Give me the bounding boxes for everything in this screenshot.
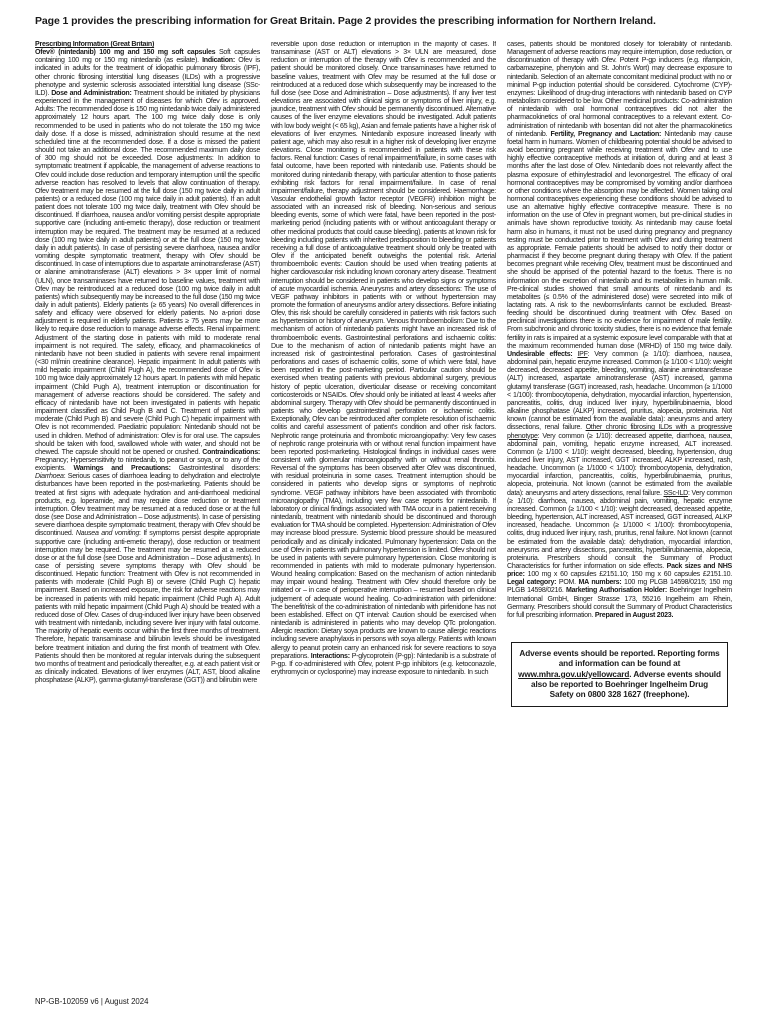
document-code: NP-GB-102059 v6 | August 2024 <box>35 997 149 1006</box>
contraindications-label: Contraindications: <box>202 448 260 456</box>
column-2 <box>271 41 496 995</box>
page-notice: Page 1 provides the prescribing information for Great Britain. Page 2 provides the prescribing information for Northern Ireland. <box>35 15 656 27</box>
section-heading: Prescribing Information (Great Britain) <box>35 41 155 48</box>
product-name: Ofev® (nintedanib) 100 mg and 150 mg soft capsules <box>35 49 216 57</box>
ofild-label: Other chronic fibrosing ILDs with a progressive phenotype <box>507 424 732 440</box>
adverse-events-text: Adverse events should be reported. Reporting forms and information can be found at <box>519 649 720 669</box>
adverse-events-box <box>511 642 728 707</box>
warnings-text-continued: reversible upon dose reduction or interruption in the majority of cases. If transaminase (AST or ALT) elevations > 3× ULN are measured, dose reduction or interruption of the therapy with Ofev is recommended and the patient should be monitored closely. Once transaminases have returned to baseline values, treatment with Ofev may be resumed at the full dose or reintroduced at a reduced dose which subsequently may be increased to the full dose (see Dose and Administration – Dose adjustments). If any liver test elevations are associated with clinical signs or symptoms of liver injury, e.g. jaundice, treatment with Ofev should be permanently discontinued. Alternative causes of the liver enzyme elevations should be investigated. Adult patients with low body weight (< 65 kg), Asian and female patients have a higher risk of elevations of liver enzymes. Nintedanib exposure increased linearly with patient age, which may also result in a higher risk of developing liver enzyme elevations. Close monitoring is recommended in patients with these risk factors. Renal function: Cases of renal impairment/failure, in some cases with fatal outcome, have been reported with nintedanib use. Patients should be monitored during nintedanib therapy, with particular attention to those patients exhibiting risk factors for renal impairment/failure. In case of renal impairment/failure, therapy adjustment should be considered. Haemorrhage: Vascular endothelial growth factor receptor (VEGFR) inhibition might be associated with an increased risk of bleeding. Non-serious and serious bleeding events, some of which were fatal, have been reported in the post-marketing period (including patients with or without anticoagulant therapy or other medicinal products that could cause bleeding). patients at known risk for bleeding including patients with inherited predisposition to bleeding or patients receiving a full dose of anticoagulative treatment should only be treated with Ofev if the anticipated benefit outweighs the potential risk. Arterial thromboembolic events: Caution should be used when treating patients at higher cardiovascular risk including known coronary artery disease. Treatment interruption should be considered in patients who develop signs or symptoms of acute myocardial ischemia. Aneurysms and artery dissections: The use of VEGF pathway inhibitors in patients with or without hypertension may promote the formation of aneurysms and/or artery dissections. Before initiating Ofev, this risk should be carefully considered in patients with risk factors such as hypertension or history of aneurysm. Venous thromboembolism: Due to the mechanism of action of nintedanib patients might have an increased risk of thromboembolic events. Gastrointestinal perforations and ischaemic colitis: Due to the mechanism of action of nintedanib patients might have an increased risk of gastrointestinal perforation. Cases of gastrointestinal perforations and cases of ischaemic colitis, some of which were fatal, have been reported in the post-marketing period. Particular caution should be exercised when treating patients with previous abdominal surgery, previous history of peptic ulceration, diverticular disease or receiving concomitant corticosteroids or NSAIDs. Ofev should only be initiated at least 4 weeks after abdominal surgery. Therapy with Ofev should be permanently discontinued in patients who develop gastrointestinal perforation or ischaemic colitis. Exceptionally, Ofev can be reintroduced after complete resolution of ischaemic colitis and careful assessment of patient's condition and other risk factors. Nephrotic range proteinuria and thrombotic microangiopathy: Very few cases of nephrotic range proteinuria with or without renal function impairment have been reported post-marketing. Histological findings in individual cases were consistent with glomerular microangiopathy with or without renal thrombi. Reversal of the symptoms has been observed after Ofev was discontinued, with residual proteinuria in some cases. Treatment interruption should be considered in patients who develop signs or symptoms of nephrotic syndrome. VEGF pathway inhibitors have been associated with thrombotic microangiopathy (TMA), including very few case reports for nintedanib. If laboratory or clinical findings associated with TMA occur in a patient receiving nintedanib, treatment with nintedanib should be discontinued and thorough evaluation for TMA should be completed. Hypertension: Administration of Ofev may increase blood pressure. Systemic blood pressure should be measured periodically and as clinically indicated. Pulmonary hypertension: Data on the use of Ofev in patients with pulmonary hypertension is limited. Ofev should not be used in patients with severe pulmonary hypertension. Close monitoring is recommended in patients with mild to moderate pulmonary hypertension. Wound healing complication: Based on the mechanism of action nintedanib may impair wound healing. Treatment with Ofev should therefore only be initiated or – in case of perioperative interruption – resumed based on clinical judgement of adequate wound healing. Co-administration with pirfenidone: The benefit/risk of the co-administration of nintedanib with pirfenidone has not been established. Effect on QT interval: Caution should be exercised when nintedanib is administered in patients who may develop QTc prolongation. Allergic reaction: Dietary soya products are known to cause allergic reactions including severe anaphylaxis in persons with soya allergy. Patients with known allergy to peanut protein carry an enhanced risk for severe reactions to soya preparations. <box>271 41 496 660</box>
ma-numbers-label: MA numbers: <box>578 579 622 587</box>
contraindications-text: Pregnancy; Hypersensitivity to nintedanib, to peanut or soya, or to any of the excipients. <box>35 456 260 473</box>
warnings-text: Gastrointestinal disorders: <box>170 465 260 473</box>
indication-text: Ofev is indicated in adults for the treatment of idiopathic pulmonary fibrosis (IPF), other chronic fibrosing interstitial lung diseases (ILDs) with a progressive phenotype and systemic sclerosis associated interstitial lung disease (SSc-ILD). <box>35 57 260 97</box>
ofild-effects-text: : Very common (≥ 1/10): decreased appetite, diarrhoea, nausea, abdominal pain, vomiting, hepatic enzyme increased, ALT increased. Common (≥ 1/100 < 1/10): weight decreased, bleeding, hypertension, drug induced liver injury, AST increased, GGT increased, ALKP increased, rash, headache. Uncommon (≥ 1/1000 < 1/100): thrombocytopenia, dehydration, myocardial infarction, pancreatitis, colitis, hyperbilirubinaemia, pruritus, alopecia, proteinuria. Not known (cannot be estimated from the available data): aneurysms and artery dissections, renal failure. <box>507 432 732 497</box>
mah-text: Boehringer Ingelheim International GmbH, Binger Strasse 173, 55216 Ingelheim am Rhein, Germany. Prescribers should consult the Summary of Product Characteristics for full prescribing information. <box>507 587 732 619</box>
ipf-effects-text: : Very common (≥ 1/10): diarrhoea, nausea, abdominal pain, hepatic enzyme increased. Common (≥ 1/100 < 1/10): weight decreased, decreased appetite, bleeding, vomiting, alanine aminotransferase (ALT) increased, aspartate aminotransferase (AST) increased, gamma glutamyl transferase (GGT) increased, rash, headache. Uncommon (≥ 1/1000 < 1/100): thrombocytopenia, dehydration, myocardial infarction, hypertension, pancreatitis, colitis, drug induced liver injury, hyperbilirubinaemia, blood alkaline phosphatase (ALKP) increased, pruritus, alopecia, proteinuria. Not known (cannot be estimated from the available data): aneurysms and artery dissections, renal failure. <box>507 350 732 432</box>
pack-sizes-label: Pack sizes and NHS price: <box>507 563 732 579</box>
interactions-text-continued: cases, patients should be monitored closely for tolerability of nintedanib. Management of adverse reactions may require interruption, dose reduction, or discontinuation of therapy with Ofev. Potent P-gp inducers (e.g. rifampicin, carbamazepine, phenytoin and St. John's Wort) may decrease exposure to nintedanib. Selection of an alternate concomitant medicinal product with no or minimal P-gp induction potential should be considered. Cytochrome (CYP)-enzymes: Likelihood of drug-drug interactions with nintedanib based on CYP metabolism considered to be low. Other medicinal products: Co-administration of nintedanib with oral hormonal contraceptives did not alter the pharmacokinetics of oral hormonal contraceptives to a relevant extent. Co-administration of nintedanib with bosentan did not alter the pharmacokinetics of nintedanib. <box>507 41 732 138</box>
interactions-text: P-glycoprotein (P-gp): Nintedanib is a substrate of P-gp. If co-administered with Ofev, potent P-gp inhibitors (e.g. ketoconazole, erythromycin or cyclosporine) may increase exposure to nintedanib. In such <box>271 652 496 677</box>
column-1 <box>35 41 260 995</box>
mah-label: Marketing Authorisation Holder: <box>565 587 667 595</box>
pack-sizes-text: 100 mg x 60 capsules £2151.10; 150 mg x 60 capsules £2151.10. <box>524 571 732 579</box>
adverse-events-text-continued: . Adverse events should also be reported to Boehringer Ingelheim Drug Safety on 0800 328 1627 (freephone). <box>530 669 721 699</box>
sscild-effects-text: : Very common (≥ 1/10): diarrhoea, nausea, abdominal pain, vomiting, hepatic enzyme increased. Common (≥ 1/100 < 1/10): weight decreased, decreased appetite, bleeding, hypertension, ALT increased, AST increased, GGT increased, ALKP increased, headache. Uncommon (≥ 1/1000 < 1/100): thrombocytopenia, colitis, drug induced liver injury, rash, pruritus, renal failure. Not known (cannot be estimated from the available data): dehydration, myocardial infarction, aneurysms and artery dissections, pancreatitis, hyperbilirubinaemia, alopecia, proteinuria. Prescribers should consult the Summary of Product Characteristics for further information on side effects. <box>507 489 732 570</box>
ma-numbers-text: 100 mg PLGB 14598/0215; 150 mg PLGB 14598/0216. <box>507 579 732 595</box>
diarrhoea-heading: Diarrhoea <box>35 473 64 481</box>
yellowcard-link[interactable]: www.mhra.gov.uk/yellowcard <box>518 669 630 679</box>
prepared-date: Prepared in August 2023. <box>594 611 674 619</box>
indication-label: Indication: <box>202 57 235 65</box>
dose-label: Dose and Administration: <box>51 89 132 97</box>
warnings-continued-text: : If symptoms persist despite appropriate supportive care (including anti-emetic therapy), dose reduction or treatment interruption may be required. The treatment may be resumed at a reduced dose or at the full dose (see Dose and Administration – Dose adjustments). In case of persisting severe symptoms therapy with Ofev should be discontinued. Hepatic function: Treatment with Ofev is not recommended in patients with moderate (Child Pugh B) or severe (Child Pugh C) hepatic impairment. Based on increased exposure, the risk for adverse reactions may be increased in patients with mild hepatic impairment (Child Pugh A). Adult patients with mild hepatic impairment (Child Pugh A) should be treated with a reduced dose of Ofev. Cases of drug-induced liver injury have been observed with treatment with nintedanib, including severe liver injury with fatal outcome. The majority of hepatic events occur within the first three months of treatment. Therefore, hepatic transaminase and bilirubin levels should be investigated before treatment initiation and during the first month of treatment with Ofev. Patients should then be monitored at regular intervals during the subsequent two months of treatment and periodically thereafter, e.g. at each patient visit or as clinically indicated. Elevations of liver enzymes (ALT, AST, blood alkaline phosphatase (ALKP), gamma-glutamyl-transferase (GGT)) and bilirubin were <box>35 530 260 685</box>
fertility-label: Fertility, Pregnancy and Lactation: <box>550 130 662 138</box>
ipf-label: IPF <box>577 350 588 358</box>
legal-category-text: POM. <box>556 579 579 587</box>
column-3 <box>507 41 732 995</box>
nausea-heading: Nausea and vomiting <box>75 530 140 538</box>
warnings-label: Warnings and Precautions: <box>73 465 171 473</box>
legal-category-label: Legal category: <box>507 579 557 587</box>
undesirable-effects-label: Undesirable effects: <box>507 350 573 358</box>
prescribing-information <box>35 41 732 995</box>
dose-text: Treatment should be initiated by physicians experienced in the management of diseases for which Ofev is approved. Adults: The recommended dose is 150 mg nintedanib twice daily administered approximately 12 hours apart. The 100 mg twice daily dose is only recommended to be used in patients who do not tolerate the 150 mg twice daily dose. If a dose is missed, administration should resume at the next scheduled time at the recommended dose. If a dose is missed the patient should not take an additional dose. The recommended maximum daily dose of 300 mg should not be exceeded. Dose adjustments: In addition to symptomatic treatment if applicable, the management of adverse reactions to Ofev could include dose reduction and temporary interruption until the specific adverse reaction has resolved to levels that allow continuation of therapy. Ofev treatment may be resumed at the full dose (150 mg twice daily in adult patients) or a reduced dose (100 mg twice daily in adult patients). If an adult patient does not tolerate 100 mg twice daily, treatment with Ofev should be discontinued. If diarrhoea, nausea and/or vomiting persist despite appropriate supportive care (including anti-emetic therapy), dose reduction or treatment interruption may be required. The treatment may be resumed at a reduced dose (100 mg twice daily in adult patients) or at the full dose (150 mg twice daily in adult patients). In case of persisting severe diarrhoea, nausea and/or vomiting despite symptomatic treatment, therapy with Ofev should be discontinued. In case of interruptions due to aspartate aminotransferase (AST) or alanine aminotransferase (ALT) elevations > 3× upper limit of normal (ULN), once transaminases have returned to baseline values, treatment with Ofev may be reintroduced at a reduced dose (100 mg twice daily in adult patients) which subsequently may be increased to the full dose (150 mg twice daily in adult patients). Elderly patients (≥ 65 years) No overall differences in safety and efficacy were observed for elderly patients. No a-priori dose adjustment is required in elderly patients. Patients ≥ 75 years may be more likely to require dose reduction to manage adverse effects. Renal impairment: Adjustment of the starting dose in patients with mild to moderate renal impairment is not required. The safety, efficacy, and pharmacokinetics of nintedanib have not been studied in patients with severe renal impairment (<30 ml/min creatinine clearance). Hepatic impairment: In adult patients with mild hepatic impairment (Child Pugh A), the recommended dose of Ofev is 100 mg twice daily approximately 12 hours apart. In patients with mild hepatic impairment (Child Pugh A), treatment interruption or discontinuation for management of adverse reactions should be considered. The safety and efficacy of nintedanib have not been investigated in patients with hepatic impairment classified as Child Pugh B and C. Treatment of patients with moderate (Child Pugh B) and severe (Child Pugh C) hepatic impairment with Ofev is not recommended. Paediatric population: Nintedanib should not be used in children. Method of administration: Ofev is for oral use. The capsules should be taken with food, swallowed whole with water, and should not be chewed. The capsule should not be opened or crushed. <box>35 89 260 456</box>
fertility-text: Nintedanib may cause foetal harm in humans. Women of childbearing potential should be advised to avoid becoming pregnant while receiving treatment with Ofev and to use highly effective contraceptive methods at initiation of, during and at least 3 months after the last dose of Ofev. Nintedanib does not relevantly affect the plasma exposure of ethinylestradiol and levonorgestrel. The efficacy of oral hormonal contraceptives may be compromised by vomiting and/or diarrhoea or other conditions where the absorption may be affected. Women taking oral hormonal contraceptives experiencing these conditions should be advised to use an alternative highly effective contraceptive measure. There is no information on the use of Ofev in pregnant women, but pre-clinical studies in animals have shown reproductive toxicity. As nintedanib may cause foetal harm also in humans, it must not be used during pregnancy and pregnancy testing must be conducted prior to treatment with Ofev and during treatment as appropriate. Female patients should be advised to notify their doctor or pharmacist if they become pregnant during therapy with Ofev. If the patient becomes pregnant while receiving Ofev, treatment must be discontinued and she should be apprised of the potential hazard to the foetus. There is no information on the excretion of nintedanib and its metabolites in human milk. Pre-clinical studies showed that small amounts of nintedanib and its metabolites (≤ 0.5% of the administered dose) were secreted into milk of lactating rats. A risk to the newborns/infants cannot be excluded. Breast-feeding should be discontinued during treatment with Ofev. Based on preclinical investigations there is no evidence for impairment of male fertility. From subchronic and chronic toxicity studies, there is no evidence that female fertility in rats is impaired at a systemic exposure level comparable with that at the maximum recommended human dose (MRHD) of 150 mg twice daily. <box>507 130 732 350</box>
warnings-diarrhoea-text: : Serious cases of diarrhoea leading to dehydration and electrolyte disturbances have been reported in the post-marketing. Patients should be treated at first signs with adequate hydration and anti-diarrhoeal medicinal products, e.g. loperamide, and may require dose reduction or treatment interruption. Ofev treatment may be resumed at a reduced dose or at the full dose (see Dose and Administration – Dose adjustments). In case of persisting severe diarrhoea despite symptomatic treatment, therapy with Ofev should be discontinued. <box>35 473 260 538</box>
product-intro: Soft capsules containing 100 mg or 150 mg nintedanib (as esilate). <box>35 49 260 65</box>
interactions-label: Interactions: <box>310 652 350 660</box>
sscild-label: SSc-ILD <box>663 489 688 497</box>
